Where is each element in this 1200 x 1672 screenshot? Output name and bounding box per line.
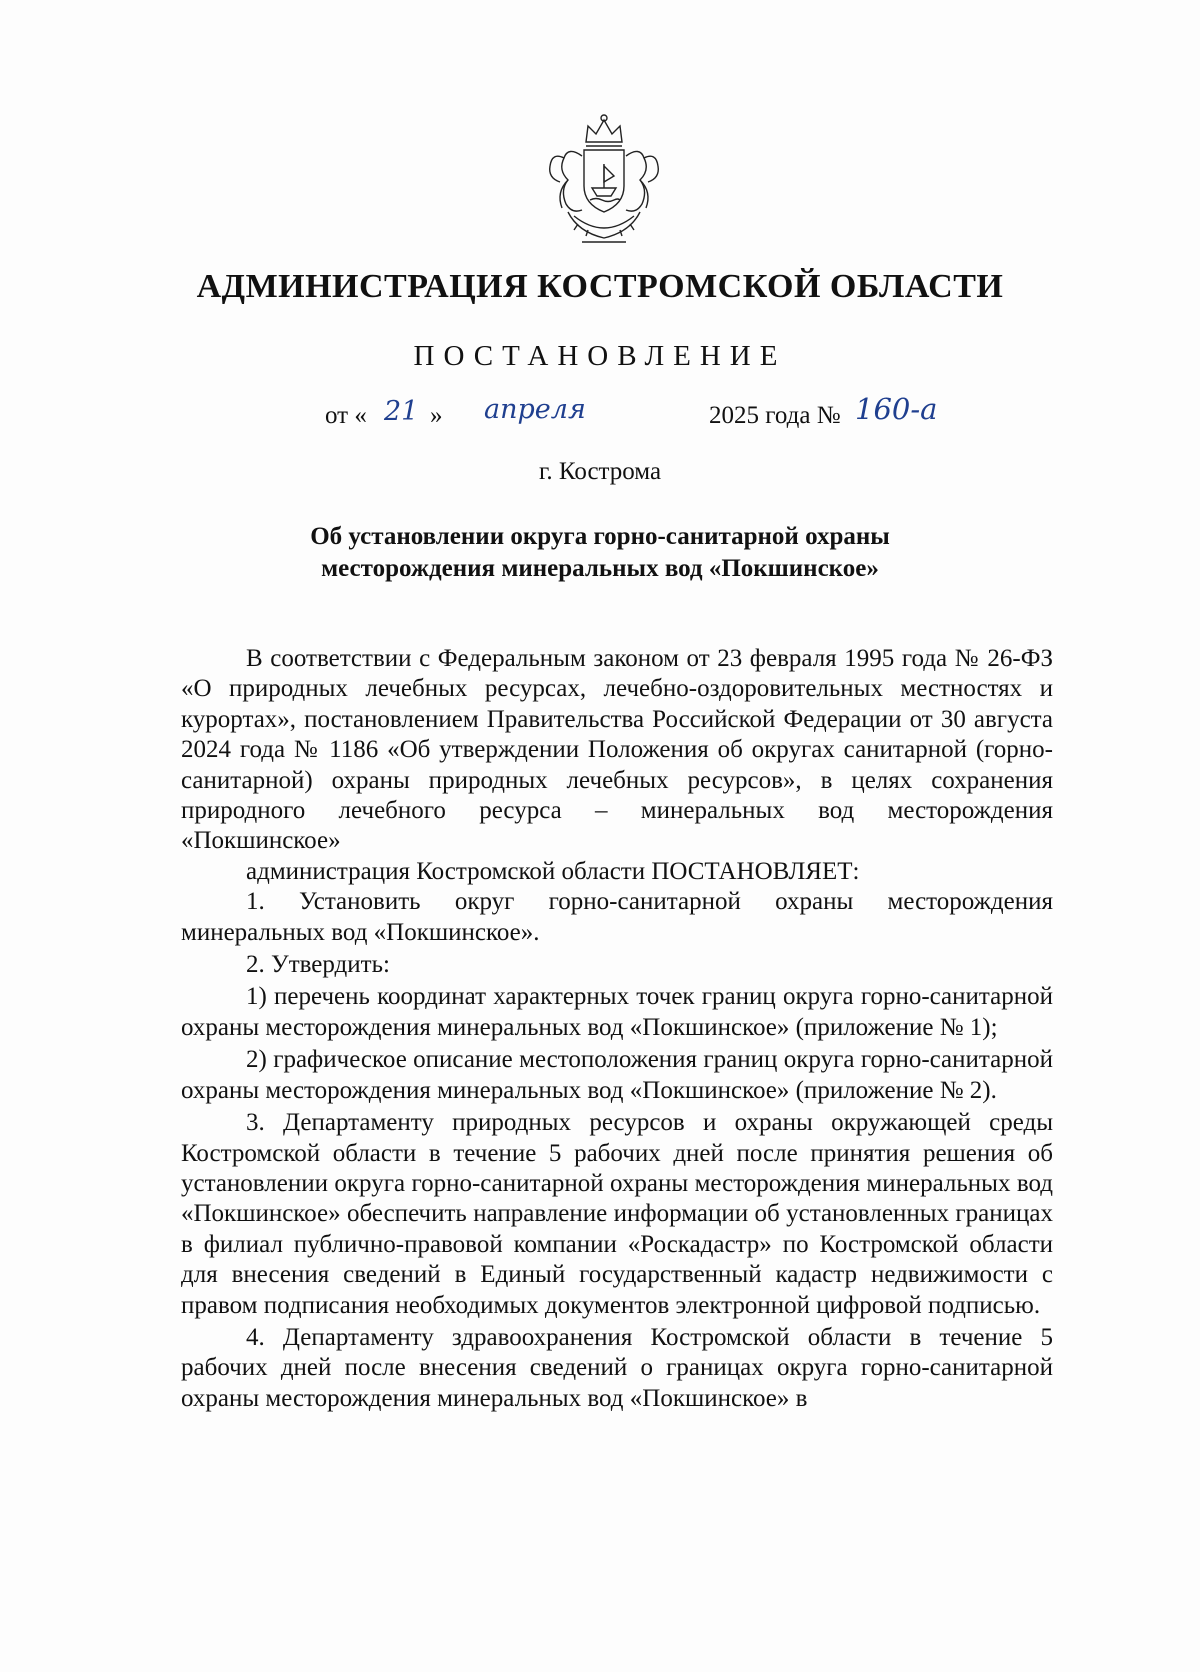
coat-of-arms-icon (538, 112, 670, 248)
item-1-paragraph: 1. Установить округ горно-санитарной охраны месторождения минеральных вод «Покшинское». (181, 888, 1053, 946)
document-title (0, 521, 1200, 585)
document-type: ПОСТАНОВЛЕНИЕ (413, 340, 787, 372)
document-number: 160-а (855, 392, 938, 426)
resolves-paragraph: администрация Костромской области ПОСТАНОВЛЯЕТ: (246, 857, 860, 885)
item-2-paragraph: 2. Утвердить: (246, 951, 390, 979)
date-quote-close: » (430, 402, 443, 429)
item-4-paragraph: 4. Департаменту здравоохранения Костромской области в течение 5 рабочих дней после внесения сведений о границах округа горно-санитарной охраны месторождения минеральных вод «Покшинское» в (181, 1323, 1053, 1412)
date-day: 21 (384, 396, 419, 427)
date-prefix: от « (325, 402, 367, 429)
title-line-1: Об установлении округа горно-санитарной охраны (310, 523, 890, 550)
item-2-2-paragraph: 2) графическое описание местоположения границ округа горно-санитарной охраны месторождения минеральных вод «Покшинское» (приложение № 2). (181, 1046, 1053, 1104)
preamble-paragraph: В соответствии с Федеральным законом от 23 февраля 1995 года № 26-ФЗ «О природных лечебных ресурсах, лечебно-оздоровительных местностях и курортах», постановлением Правительства Российской Федерации от 30 августа 2024 года № 1186 «Об утверждении Положения об округах санитарной (горно-санитарной) охраны природных лечебных ресурсов», в целях сохранения природного лечебного ресурса – минеральных вод месторождения «Покшинское» (181, 645, 1053, 855)
date-line (0, 392, 1200, 440)
date-year-suffix: 2025 года № (709, 402, 841, 429)
date-month: апреля (484, 394, 586, 425)
organization-name: АДМИНИСТРАЦИЯ КОСТРОМСКОЙ ОБЛАСТИ (196, 268, 1004, 305)
document-body (181, 644, 1053, 1414)
item-2-1-paragraph: 1) перечень координат характерных точек границ округа горно-санитарной охраны месторождения минеральных вод «Покшинское» (приложение № 1); (181, 983, 1053, 1041)
title-line-2: месторождения минеральных вод «Покшинское» (321, 555, 879, 582)
item-3-paragraph: 3. Департаменту природных ресурсов и охраны окружающей среды Костромской области в течение 5 рабочих дней после принятия решения об установлении округа горно-санитарной охраны месторождения минеральных вод «Покшинское» обеспечить направление информации об установленных границах в филиал публично-правовой компании «Роскадастр» по Костромской области для внесения сведений в Единый государственный кадастр недвижимости с правом подписания необходимых документов электронной цифровой подписью. (181, 1109, 1053, 1319)
city: г. Кострома (538, 458, 662, 485)
